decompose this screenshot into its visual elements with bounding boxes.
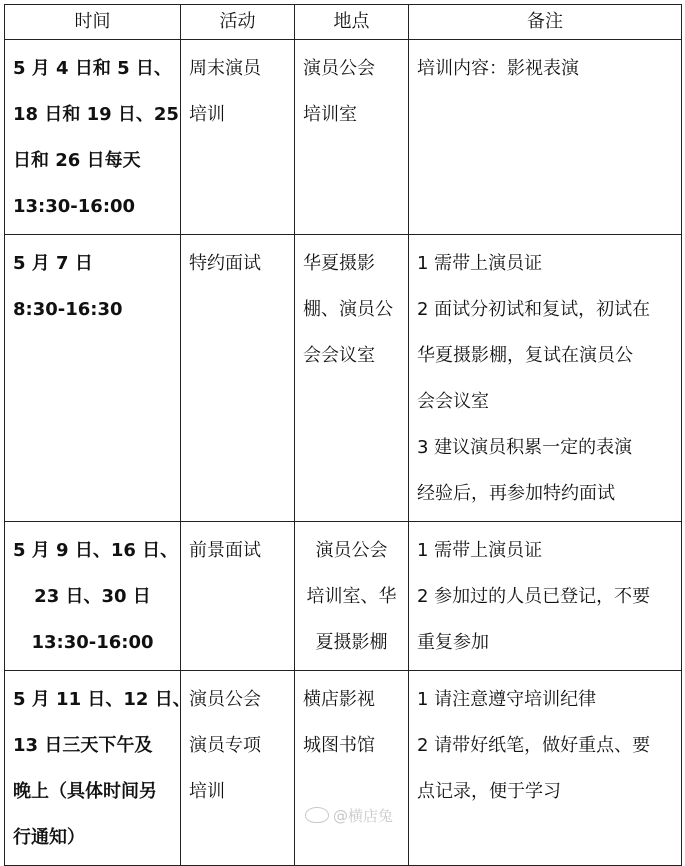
cell-line: 会会议室 xyxy=(417,391,489,412)
cell-line: 城图书馆 xyxy=(303,735,375,756)
cell-activity xyxy=(181,522,295,671)
cell-line: 周末演员 xyxy=(189,58,261,79)
cell-activity xyxy=(181,671,295,866)
cell-line: 演员公会 xyxy=(303,58,375,79)
header-row xyxy=(5,5,682,40)
cell-line: 点记录，便于学习 xyxy=(417,781,561,802)
cell-location xyxy=(295,235,409,522)
cell-line: 2 参加过的人员已登记，不要 xyxy=(417,586,651,607)
cell-line: 日和 26 日每天 xyxy=(13,150,141,171)
cell-notes xyxy=(409,671,682,866)
cell-line: 5 月 9 日、16 日、 xyxy=(13,540,179,561)
cell-location xyxy=(295,671,409,866)
cell-time xyxy=(5,235,181,522)
cell-line: 13 日三天下午及 xyxy=(13,735,153,756)
cell-location xyxy=(295,40,409,235)
cell-activity xyxy=(181,40,295,235)
cell-line: 18 日和 19 日、25 xyxy=(13,104,179,125)
cell-line: 13:30-16:00 xyxy=(13,196,136,217)
cell-notes xyxy=(409,522,682,671)
cell-line: 行通知） xyxy=(13,827,85,848)
table-row xyxy=(5,40,682,235)
cell-line: 前景面试 xyxy=(189,540,261,561)
cell-line: 1 需带上演员证 xyxy=(417,540,543,561)
header-time: 时间 xyxy=(5,5,181,40)
watermark-text: @横店兔 xyxy=(332,807,393,825)
cell-line: 会会议室 xyxy=(303,345,375,366)
cell-line: 演员公会 xyxy=(189,689,261,710)
cell-line: 重复参加 xyxy=(417,632,489,653)
cell-time xyxy=(5,40,181,235)
cell-line: 8:30-16:30 xyxy=(13,299,123,320)
cell-line: 2 面试分初试和复试，初试在 xyxy=(417,299,651,320)
cell-line: 横店影视 xyxy=(303,689,375,710)
cell-activity xyxy=(181,235,295,522)
header-notes: 备注 xyxy=(409,5,682,40)
cell-line: 演员公会 xyxy=(315,540,388,561)
cell-line: 1 请注意遵守培训纪律 xyxy=(417,689,597,710)
cell-line: 特约面试 xyxy=(189,253,261,274)
cell-line: 3 建议演员积累一定的表演 xyxy=(417,437,633,458)
cell-line: 培训室、华 xyxy=(306,586,397,607)
cell-line: 经验后，再参加特约面试 xyxy=(417,483,615,504)
cell-line: 培训内容：影视表演 xyxy=(417,58,579,79)
cell-line: 华夏摄影棚，复试在演员公 xyxy=(417,345,633,366)
cell-line: 1 需带上演员证 xyxy=(417,253,543,274)
cell-line: 夏摄影棚 xyxy=(315,632,388,653)
cell-time xyxy=(5,522,181,671)
cell-time xyxy=(5,671,191,866)
table-row xyxy=(5,671,682,866)
cell-line: 华夏摄影 xyxy=(303,253,375,274)
cell-line: 23 日、30 日 xyxy=(34,586,151,607)
cell-line: 演员专项 xyxy=(189,735,261,756)
cell-line: 培训 xyxy=(189,104,225,125)
cell-line: 13:30-16:00 xyxy=(31,632,154,653)
header-activity: 活动 xyxy=(181,5,295,40)
header-location: 地点 xyxy=(295,5,409,40)
cell-line: 5 月 7 日 xyxy=(13,253,93,274)
table-row xyxy=(5,522,682,671)
table-row xyxy=(5,235,682,522)
cell-location xyxy=(295,522,409,671)
cell-line: 棚、演员公 xyxy=(303,299,393,320)
cell-line: 培训 xyxy=(189,781,225,802)
cell-line: 培训室 xyxy=(303,104,357,125)
weibo-icon xyxy=(305,807,329,823)
cell-notes xyxy=(409,40,682,235)
cell-line: 5 月 11 日、12 日、 xyxy=(13,689,191,710)
cell-notes xyxy=(409,235,682,522)
cell-line: 2 请带好纸笔，做好重点、要 xyxy=(417,735,651,756)
cell-line: 晚上（具体时间另 xyxy=(13,781,157,802)
cell-line: 5 月 4 日和 5 日、 xyxy=(13,58,172,79)
watermark xyxy=(305,805,393,826)
schedule-table xyxy=(4,4,682,866)
